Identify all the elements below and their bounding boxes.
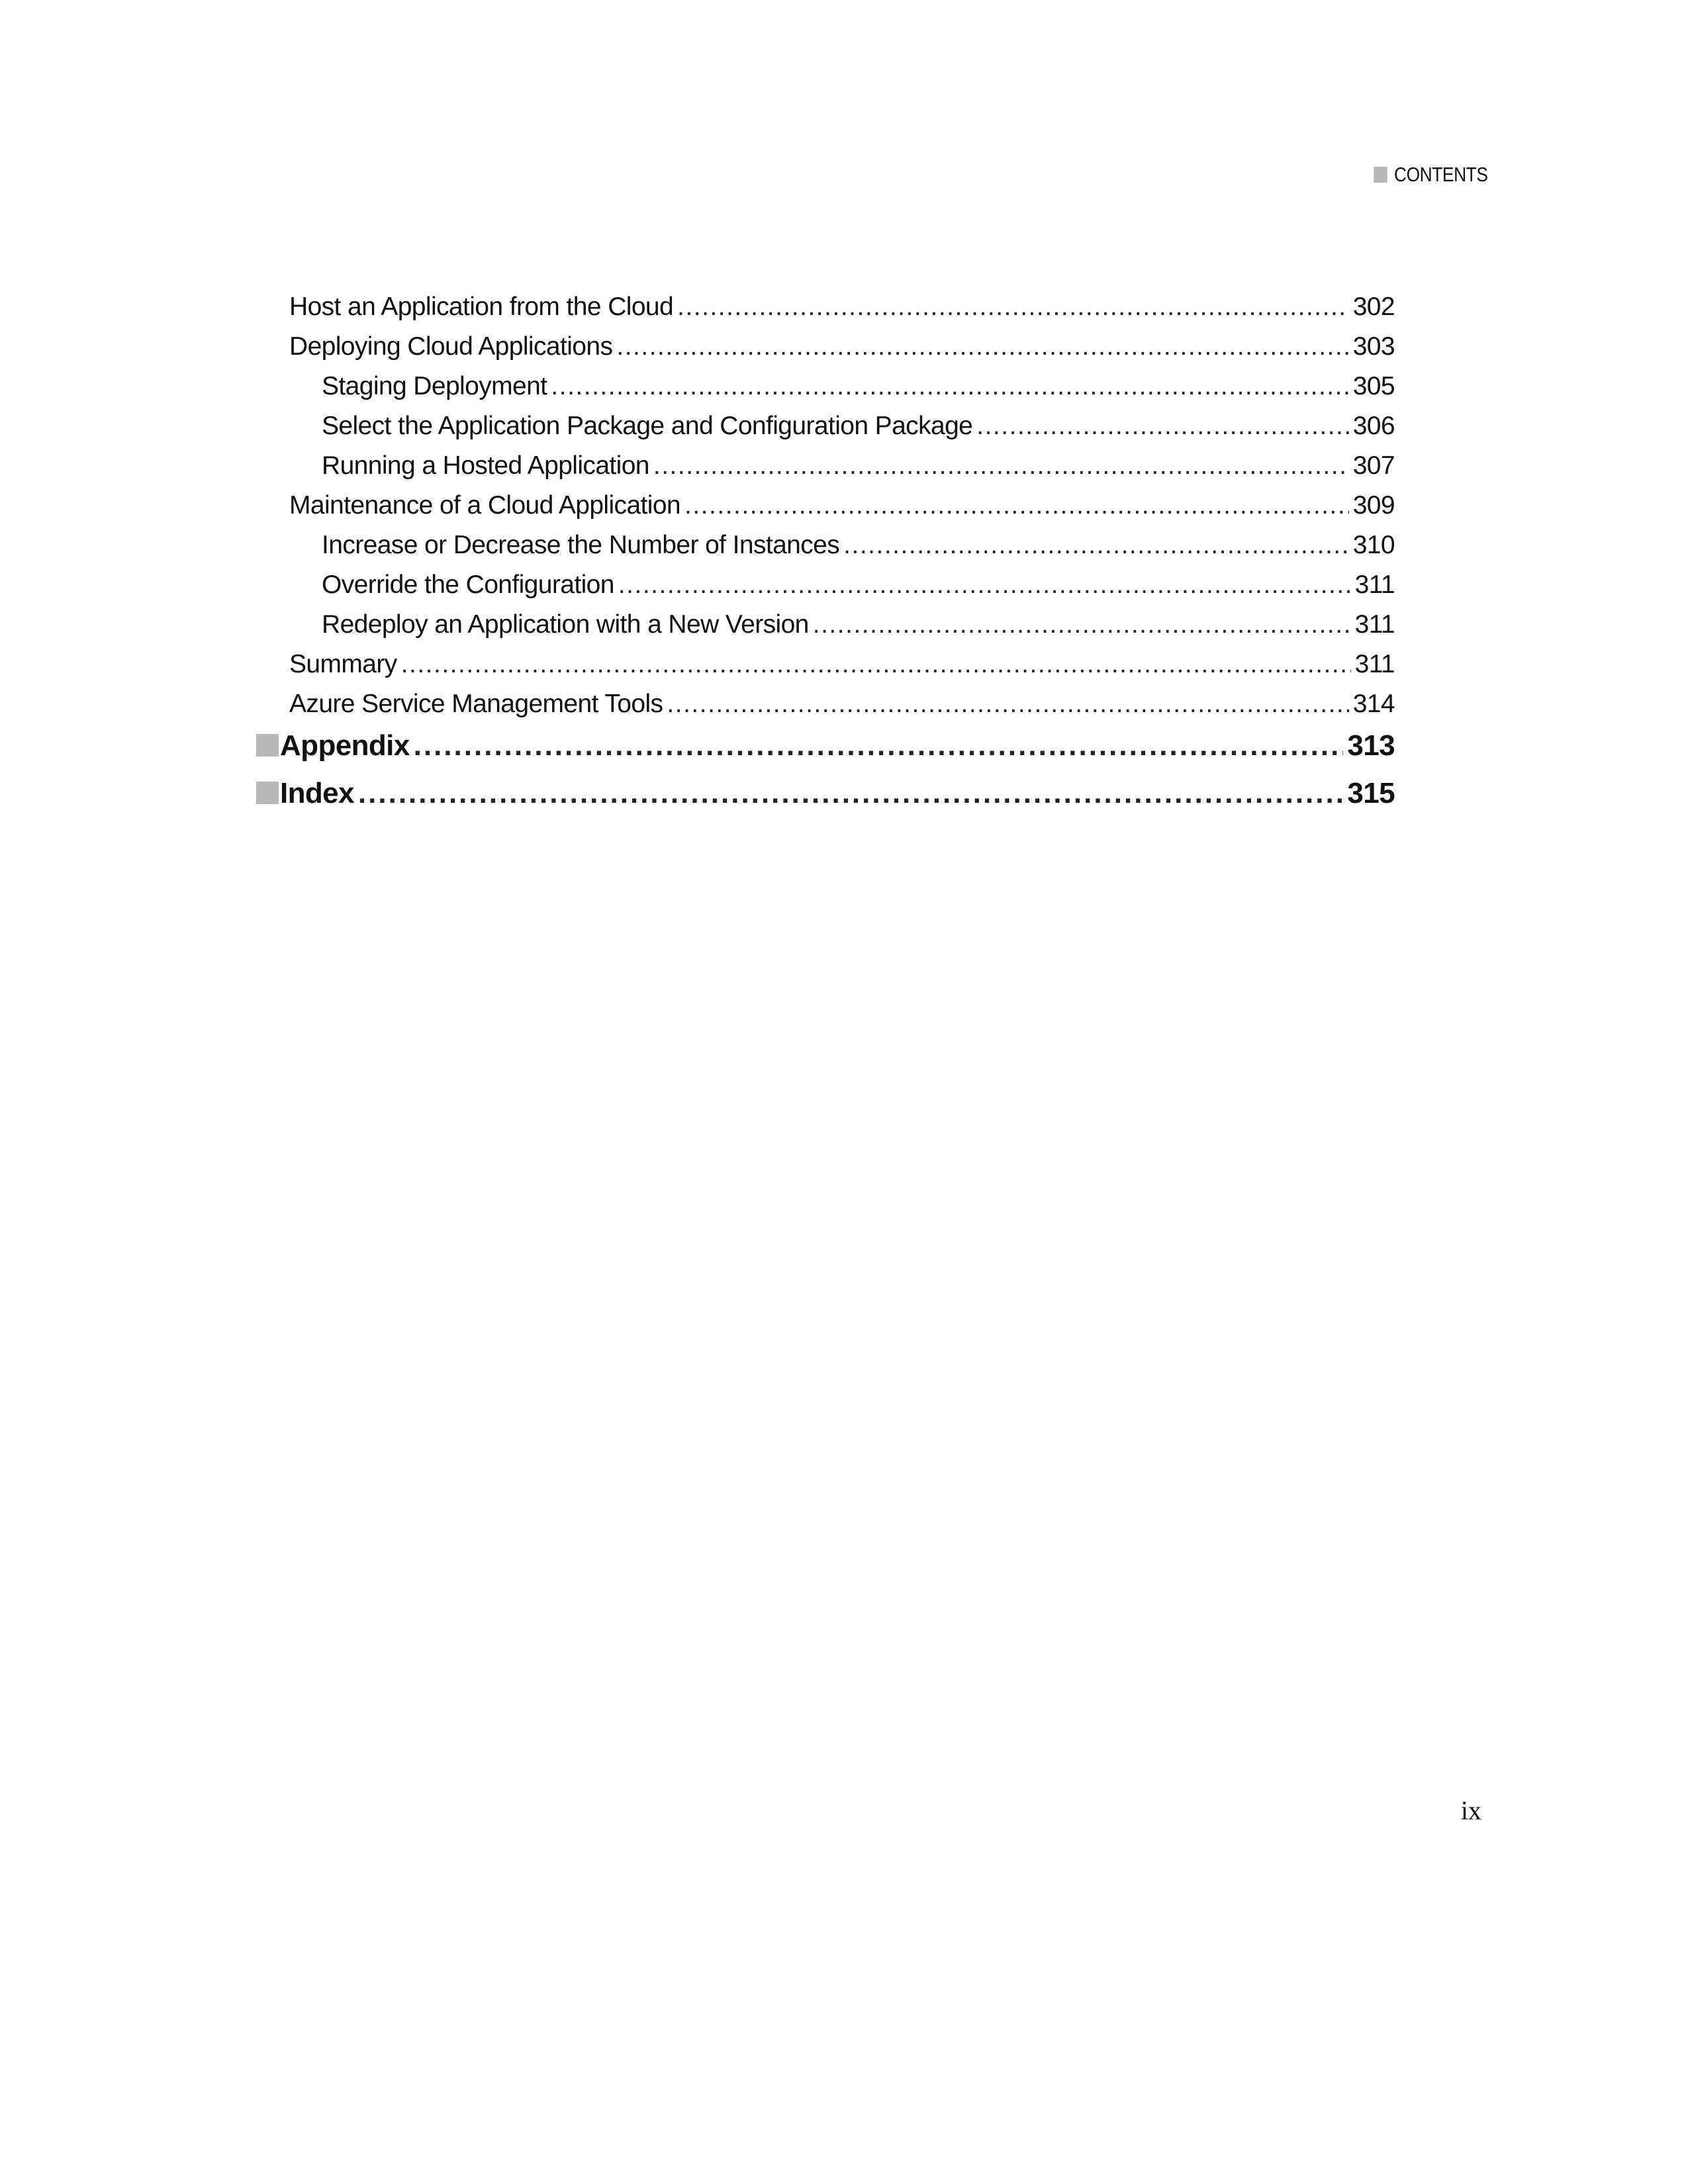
toc-entry-title: Azure Service Management Tools [289,690,663,718]
toc-entry[interactable] [256,293,1395,332]
toc-entry[interactable] [256,650,1395,690]
part-marker-icon [256,782,279,804]
toc-entry[interactable] [256,412,1395,451]
running-head [1374,163,1487,187]
toc-entry-page: 310 [1352,531,1395,559]
toc-part-title: Index [280,777,354,809]
dot-leader [616,332,1348,361]
dot-leader [843,531,1349,560]
toc-entry-title: Summary [289,650,397,678]
toc-entry-page: 303 [1352,332,1395,361]
toc-entry[interactable] [256,372,1395,412]
toc-entry-page: 315 [1347,777,1395,809]
toc-entry-page: 302 [1352,293,1395,321]
toc-part-title: Appendix [280,729,410,762]
dot-leader [551,372,1348,401]
toc-entry-title [256,777,358,810]
toc-entry[interactable] [256,332,1395,372]
toc-entry[interactable] [256,451,1395,491]
toc-entry-title: Override the Configuration [322,570,614,599]
toc-entry-title: Redeploy an Application with a New Version [322,610,809,639]
dot-leader [684,491,1349,520]
toc-part-entry[interactable] [256,777,1395,825]
toc-entry-page: 311 [1354,570,1395,599]
dot-leader [677,293,1349,322]
toc-entry-title: Deploying Cloud Applications [289,332,613,361]
dot-leader [618,570,1351,600]
dot-leader [358,777,1343,810]
toc-entry-title: Maintenance of a Cloud Application [289,491,681,520]
toc-entry-page: 309 [1352,491,1395,520]
toc-entry-page: 305 [1352,372,1395,400]
toc-entry-page: 313 [1347,729,1395,762]
toc-entry-title: Staging Deployment [322,372,547,400]
toc-entry-title: Running a Hosted Application [322,451,649,480]
toc-entry-title: Increase or Decrease the Number of Instances [322,531,840,559]
toc-entry[interactable] [256,491,1395,531]
page-number: ix [1460,1796,1481,1825]
part-marker-icon [256,734,279,756]
dot-leader [414,729,1344,762]
toc-entry-title [256,729,414,762]
dot-leader [401,650,1351,679]
toc-entry[interactable] [256,570,1395,610]
table-of-contents [256,293,1395,825]
dot-leader [813,610,1351,639]
toc-part-entry[interactable] [256,729,1395,777]
toc-entry-page: 307 [1352,451,1395,480]
section-marker-icon [1374,167,1387,183]
toc-entry-title: Select the Application Package and Configuration Package [322,412,973,440]
toc-entry-title: Host an Application from the Cloud [289,293,674,321]
toc-entry-page: 314 [1352,690,1395,718]
dot-leader [653,451,1349,480]
toc-entry[interactable] [256,690,1395,729]
toc-entry-page: 311 [1354,650,1395,678]
dot-leader [976,412,1348,441]
toc-entry[interactable] [256,531,1395,570]
toc-entry[interactable] [256,610,1395,650]
dot-leader [667,690,1348,719]
section-label: CONTENTS [1393,163,1487,186]
toc-entry-page: 311 [1354,610,1395,639]
toc-entry-page: 306 [1352,412,1395,440]
